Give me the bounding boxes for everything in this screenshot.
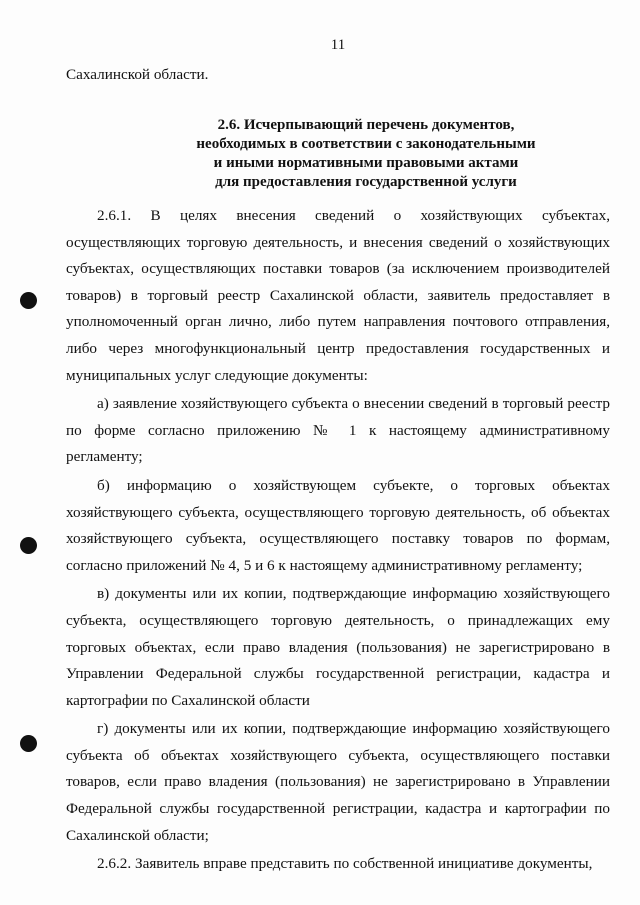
section-heading-line: для предоставления государственной услуги — [215, 174, 517, 190]
section-heading-line: необходимых в соответствии с законодательными — [196, 136, 536, 152]
punch-hole-mark — [20, 537, 37, 554]
page-number: 11 — [330, 37, 346, 53]
section-heading — [66, 116, 640, 192]
punch-hole-mark — [20, 735, 37, 752]
continued-text-line: Сахалинской области. — [66, 66, 209, 83]
section-heading-line: и иными нормативными правовыми актами — [213, 155, 519, 171]
paragraph-item-a: а) заявление хозяйствующего субъекта о внесении сведений в торговый реестр по форме согласно приложению № 1 к настоящему административному регламенту; — [66, 395, 610, 466]
paragraph-item-g: г) документы или их копии, подтверждающие информацию хозяйствующего субъекта об объектах хозяйствующего субъекта, осуществляющего поставки товаров, если право владения (пользования) не зарегистрировано в Управлении Федеральной службы государственной регистрации, кадастра и картографии по Сахалинской области; — [66, 720, 610, 844]
punch-hole-mark — [20, 292, 37, 309]
body-text — [66, 203, 610, 878]
paragraph-item-v: в) документы или их копии, подтверждающие информацию хозяйствующего субъекта, осуществляющего торговую деятельность, о принадлежащих ему торговых объектах, если право владения (пользования) не зарегистрировано в Управлении Федеральной службы государственной регистрации, кадастра и картографии по Сахалинской области — [66, 585, 610, 709]
paragraph-2-6-2: 2.6.2. Заявитель вправе представить по собственной инициативе документы, — [97, 855, 593, 873]
section-heading-line: 2.6. Исчерпывающий перечень документов, — [217, 117, 515, 133]
paragraph-2-6-1: 2.6.1. В целях внесения сведений о хозяйствующих субъектах, осуществляющих торговую деятельность, и внесения сведений о хозяйствующих субъектах, осуществляющих поставки товаров (за исключением производителей товаров) в торговый реестр Сахалинской области, заявитель предоставляет в уполномоченный орган лично, либо путем направления почтового отправления, либо через многофункциональный центр предоставления государственных и муниципальных услуг следующие документы: — [66, 207, 610, 384]
paragraph-item-b: б) информацию о хозяйствующем субъекте, о торговых объектах хозяйствующего субъекта, осуществляющего торговую деятельность, об объектах хозяйствующего субъекта, осуществляющего поставку товаров по формам, согласно приложений № 4, 5 и 6 к настоящему административному регламенту; — [66, 476, 610, 574]
